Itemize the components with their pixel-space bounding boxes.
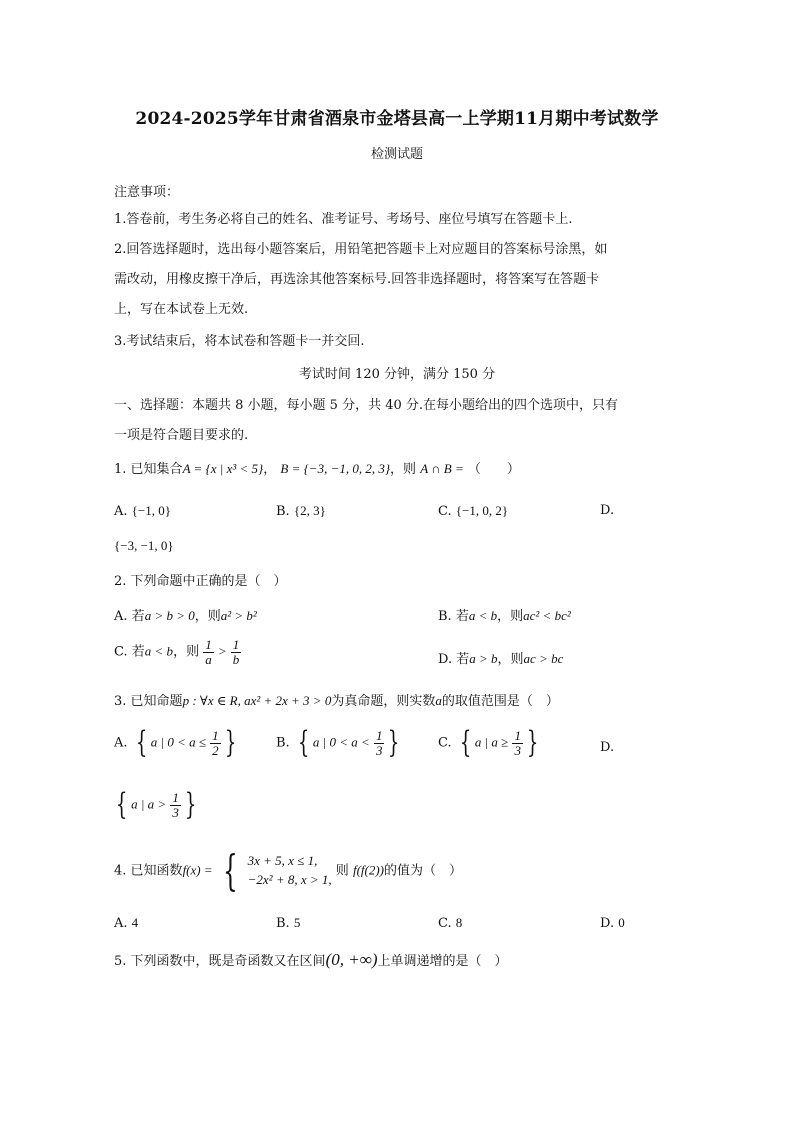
numerator: 1	[514, 727, 521, 743]
question-text: 下列命题中正确的是（ ）	[130, 574, 287, 589]
left-brace: {	[459, 725, 472, 760]
question-2	[114, 570, 287, 589]
right-brace: }	[526, 725, 539, 760]
option-c	[438, 725, 542, 760]
question-text: 已知函数	[130, 863, 183, 879]
option-c	[114, 638, 241, 666]
question-text: 下列函数中，既是奇函数又在区间	[130, 954, 326, 969]
proposition: p : ∀x ∈ R, ax² + 2x + 3 > 0	[182, 693, 332, 708]
option-value: {2, 3}	[293, 503, 326, 518]
option-text: ，则	[497, 652, 524, 667]
set-condition: a | 0 < a <	[312, 734, 370, 750]
answer-blank: （ ）	[467, 462, 520, 477]
option-value: {−1, 0, 2}	[455, 503, 509, 518]
result: ac > bc	[523, 651, 564, 666]
option-value: 4	[131, 915, 139, 930]
option-c	[438, 503, 508, 519]
option-text: 若	[456, 652, 470, 667]
option-text: ，则	[497, 609, 524, 624]
option-value: 0	[618, 915, 625, 930]
condition: a < b	[144, 643, 174, 659]
question-text: 为真命题，则实数	[331, 694, 436, 709]
option-b	[276, 725, 404, 760]
option-d-value	[114, 538, 174, 554]
fraction	[170, 791, 181, 819]
operator: >	[217, 643, 227, 659]
notice-item-2-line-2: 需改动，用橡皮擦干净后，再选涂其他答案标号.回答非选择题时，将答案写在答题卡	[114, 272, 600, 287]
option-label: A.	[114, 916, 128, 931]
question-3	[114, 690, 559, 709]
option-d-value	[112, 787, 200, 822]
fraction	[512, 729, 523, 757]
composite-expr: f(f(2))	[352, 862, 384, 878]
notice-item-2-line-3: 上，写在本试卷上无效.	[114, 302, 249, 317]
question-text: 已知命题	[130, 694, 183, 709]
set-condition: a | 0 < a ≤	[150, 734, 206, 750]
question-text: 已知集合	[130, 462, 183, 477]
option-label: A.	[114, 504, 128, 519]
question-number: 2.	[114, 574, 127, 589]
right-brace: }	[184, 787, 197, 822]
condition: a > b > 0	[144, 608, 195, 623]
numerator: 1	[375, 727, 383, 743]
numerator: 1	[205, 637, 212, 652]
option-a	[114, 605, 257, 624]
fraction	[374, 729, 385, 757]
question-number: 4.	[114, 863, 127, 879]
left-brace: {	[297, 725, 310, 760]
variable: a	[435, 693, 442, 708]
question-text: 上单调递增的是（ ）	[377, 954, 508, 969]
option-text: ，则	[194, 609, 221, 624]
denominator: 3	[514, 742, 521, 758]
left-brace: {	[115, 787, 128, 822]
option-b	[276, 915, 300, 931]
option-b	[438, 605, 571, 624]
set-b: B = {−3, −1, 0, 2, 3}	[280, 461, 391, 476]
question-number: 1.	[114, 462, 127, 477]
right-brace: }	[388, 725, 400, 760]
option-label: C.	[438, 504, 452, 519]
option-label: C.	[438, 916, 452, 931]
option-label: C.	[114, 644, 128, 660]
option-text: 若	[131, 644, 145, 660]
numerator: 1	[172, 789, 179, 805]
section-1-line-1: 一、选择题：本题共 8 小题，每小题 5 分，共 40 分.在每小题给出的四个选项中，只有	[114, 398, 619, 413]
option-value: {−1, 0}	[131, 503, 171, 518]
piecewise-cases	[248, 852, 332, 890]
option-c	[438, 915, 462, 931]
denominator: a	[205, 651, 212, 667]
option-label: B.	[438, 609, 452, 624]
option-value: 8	[455, 915, 463, 930]
question-number: 3.	[114, 694, 127, 709]
fraction	[203, 638, 214, 666]
question-text: 的值为（ ）	[384, 863, 463, 879]
set-condition: a | a >	[131, 796, 167, 812]
left-brace: {	[135, 725, 147, 760]
option-text: 若	[131, 609, 145, 624]
separator: ，	[263, 462, 277, 477]
denominator: 3	[375, 742, 383, 758]
question-number: 5.	[114, 954, 127, 969]
interval: (0, +∞)	[325, 950, 378, 969]
option-label: B.	[276, 916, 290, 931]
denominator: b	[232, 651, 240, 667]
condition: a > b	[469, 651, 498, 666]
document-subtitle: 检测试题	[370, 147, 423, 162]
fraction	[210, 729, 221, 757]
denominator: 2	[212, 742, 219, 758]
function-name: f(x) =	[182, 862, 213, 878]
question-text: ，则	[390, 462, 417, 477]
set-a: A = {x | x³ < 5}	[182, 461, 264, 476]
option-label: B.	[276, 504, 290, 519]
option-a	[114, 915, 138, 931]
option-value: 5	[293, 915, 301, 930]
numerator: 1	[232, 637, 240, 652]
option-a	[114, 503, 171, 519]
option-label: D.	[438, 652, 453, 667]
option-a	[114, 725, 240, 760]
option-label: D.	[600, 916, 615, 931]
question-4	[114, 846, 463, 895]
option-label: A.	[114, 735, 128, 751]
option-d	[438, 648, 563, 667]
intersection-expr: A ∩ B =	[420, 461, 464, 476]
exam-info: 考试时间 120 分钟，满分 150 分	[298, 367, 496, 382]
set-condition: a | a ≥	[474, 734, 509, 750]
option-value: {−3, −1, 0}	[114, 538, 174, 553]
fraction	[231, 638, 242, 666]
question-text: 则	[335, 863, 349, 879]
cases-brace: {	[222, 846, 238, 895]
right-brace: }	[224, 725, 236, 760]
notice-item-2-line-1: 2.回答选择题时，选出每小题答案后，用铅笔把答题卡上对应题目的答案标号涂黑，如	[114, 242, 608, 257]
section-1-line-2: 一项是符合题目要求的.	[114, 428, 249, 443]
option-label: C.	[438, 735, 452, 751]
option-d-label: D.	[600, 503, 615, 518]
notice-heading: 注意事项：	[114, 185, 180, 200]
condition: a < b	[468, 608, 498, 623]
case-2: −2x² + 8, x > 1,	[247, 872, 332, 887]
option-text: ，则	[173, 644, 200, 660]
option-d	[600, 915, 625, 931]
result: ac² < bc²	[523, 608, 571, 623]
numerator: 1	[212, 727, 219, 743]
notice-item-1: 1.答卷前，考生务必将自己的姓名、准考证号、考场号、座位号填写在答题卡上.	[114, 212, 573, 227]
notice-item-3: 3.考试结束后，将本试卷和答题卡一并交回.	[114, 334, 365, 349]
denominator: 3	[172, 804, 179, 820]
document-title: 2024-2025学年甘肃省酒泉市金塔县高一上学期11月期中考试数学	[135, 109, 659, 129]
option-label: B.	[276, 735, 290, 751]
question-5	[114, 950, 508, 970]
question-text: 的取值范围是（ ）	[441, 694, 559, 709]
option-text: 若	[455, 609, 469, 624]
option-b	[276, 503, 326, 519]
result: a² > b²	[220, 608, 257, 623]
option-label: A.	[114, 609, 128, 624]
question-1	[114, 458, 520, 477]
case-1: 3x + 5, x ≤ 1,	[247, 853, 318, 869]
option-d-label: D.	[600, 740, 615, 755]
